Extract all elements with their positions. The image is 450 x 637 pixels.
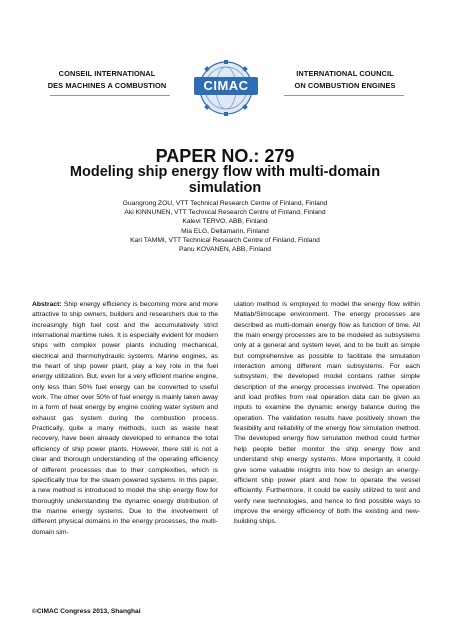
author-line: Aki KINNUNEN, VTT Technical Research Centre of Finland, Finland — [124, 209, 326, 217]
page-header — [0, 60, 450, 116]
logo-text: CIMAC — [203, 78, 249, 93]
abstract-column-left — [32, 300, 218, 538]
footer-copyright: ©CIMAC Congress 2013, Shanghai — [32, 608, 141, 615]
english-org-line2: ON COMBUSTION ENGINES — [294, 81, 396, 90]
paper-number: PAPER NO.: 279 — [155, 146, 295, 166]
abstract-text-right: ulation method is employed to model the energy flow within Matlab/Simscape environment. The energy processes are described as multi-domain energy flow as function of time. All the main energy processes are to be modeled as subsystems only at a general and system level, and to be built as simple but comprehensive as possible to facilitate the simulation interaction among different main subsystems. For each subsystem, the developed model contains rather simple description of the energy processes involved. The operation and load profiles from real operation data can be given as inputs to examine the dynamic energy balance during the operation. The validation results have positively shown the feasibility and reliability of the energy flow simulation method. The developed energy flow simulation method could further help people better monitor the ship energy flow and understand ship energy systems. More importantly, it could give some valuable insights into how to design an energy-efficient ship power plant and how to operate the vessel efficiently. Furthermore, it could be easily utilized to test and verify new technologies, and hence to find possible ways to improve the energy efficiency of both the existing and new-building ships. — [234, 301, 420, 526]
abstract-text-left: Ship energy efficiency is becoming more and more attractive to ship owners, builders and researchers due to the increasingly high fuel cost and the accumulatively strict international maritime rules. It is especially evident for modern ships with complex power plants including mechanical, electrical and thermohydraulic systems. Marine engines, as the heart of ship power plant, play a key role in the fuel energy utilization. But, even for a very efficient marine engine, only less than 50% fuel energy can be converted to useful work. The other over 50% of fuel energy is mainly taken away in a form of heat energy by engine cooling water system and exhaust gas system during the combustion process. Practically, quite a many methods, such as waste heat recovery, have been already developed to enhance the total efficiency of ship power plants. However, there still is not a clear and thorough understanding of the operating efficiency of different processes due to their complexities, which is specifically true for the steam powered systems. In this paper, a new method is introduced to model the ship energy flow for thoroughly understanding the dynamic energy distribution of the marine energy systems. Due to the involvement of different physical domains in the energy processes, the multi-domain sim- — [32, 301, 218, 536]
author-line: Panu KOVANEN, ABB, Finland — [178, 246, 272, 254]
french-org-name — [32, 68, 182, 92]
author-line: Guangrong ZOU, VTT Technical Research Centre of Finland, Finland — [122, 200, 328, 207]
author-list — [0, 199, 450, 254]
author-line: Kalevi TERVO, ABB, Finland — [182, 218, 268, 226]
author-line: Mia ELG, Deltamarin, Finland — [181, 227, 269, 235]
abstract-column-right — [234, 300, 420, 528]
french-org-line2: DES MACHINES A COMBUSTION — [47, 81, 167, 90]
french-org-line1: CONSEIL INTERNATIONAL — [58, 69, 156, 78]
right-rule — [284, 95, 404, 96]
paper-title: Modeling ship energy flow with multi-domain simulation — [69, 164, 381, 196]
english-org-line1: INTERNATIONAL COUNCIL — [296, 69, 394, 78]
author-line: Kari TAMMI, VTT Technical Research Centre of Finland, Finland — [130, 236, 320, 244]
left-rule — [50, 95, 170, 96]
cimac-logo — [190, 60, 262, 116]
abstract-label: Abstract: — [32, 301, 62, 308]
english-org-name — [270, 68, 420, 92]
